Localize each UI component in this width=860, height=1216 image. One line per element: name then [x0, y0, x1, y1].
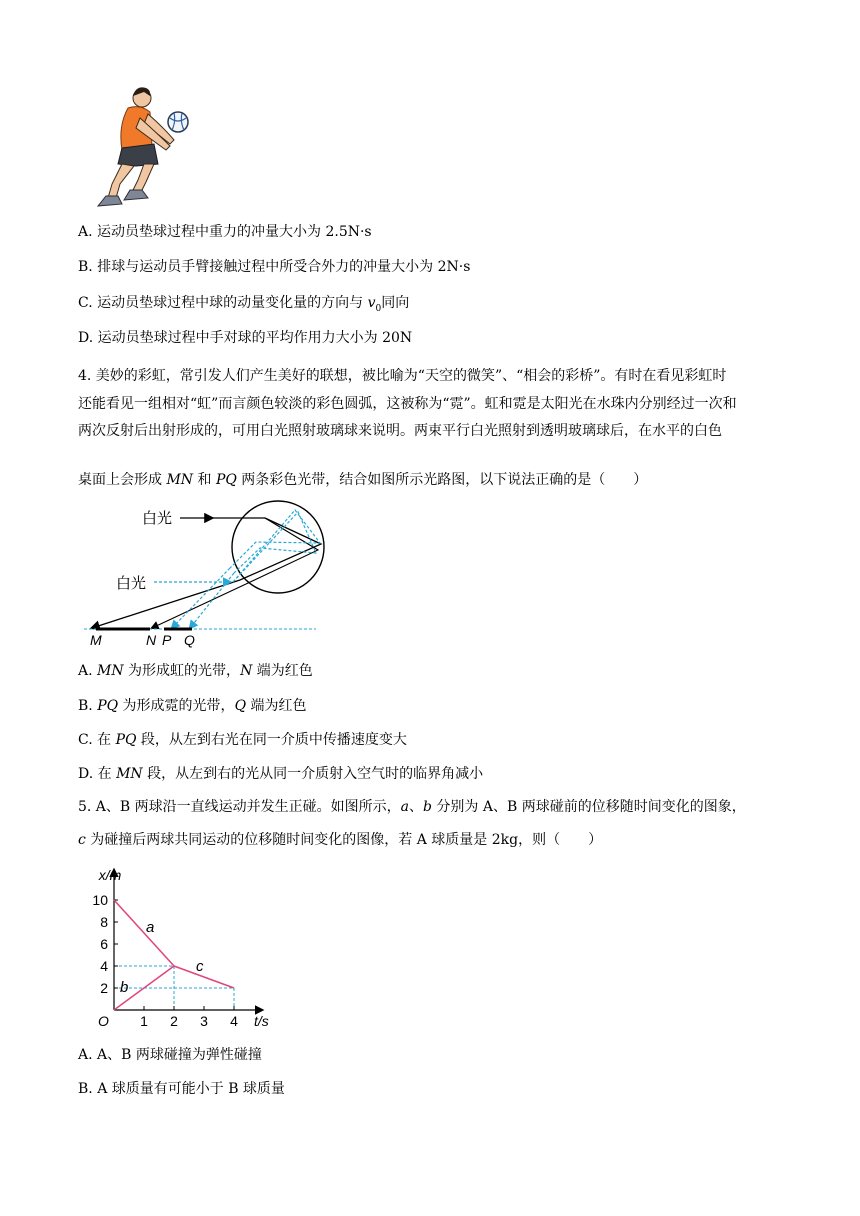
q4-option-c: C. 在 PQ 段，从左到右光在同一介质中传播速度变大 [78, 732, 407, 748]
rainbow-exit-ray-2 [152, 584, 246, 628]
secondary-exit-ray-1 [172, 568, 230, 628]
series-line-c [174, 966, 234, 988]
q4-stem-text-b: 和 [193, 472, 216, 488]
y-tick-label: 8 [100, 914, 108, 930]
rainbow-light-path-figure [80, 498, 330, 650]
y-tick-label: 4 [100, 958, 108, 974]
q4-option-b: B. PQ 为形成霓的光带，Q 端为红色 [78, 698, 307, 714]
series-label-c: c [196, 958, 204, 975]
q3-option-c-text: C. 运动员垫球过程中球的动量变化量的方向与 [78, 295, 368, 311]
q3-option-c-var: v [367, 295, 376, 311]
q4-stem-line-2: 还能看见一组相对“虹”而言颜色较淡的彩色圆弧，这被称为“霓”。虹和霓是太阳光在水珠内分别经过一次和 [78, 396, 737, 412]
rainbow-exit-ray-1 [92, 580, 240, 628]
q3-option-c [78, 293, 409, 319]
y-tick-label: 2 [100, 980, 108, 996]
q5-stem-line-2: c 为碰撞后两球共同运动的位移随时间变化的图像，若 A 球质量是 2kg，则（ ） [78, 832, 603, 848]
point-p-label: P [162, 632, 172, 648]
position-time-graph [78, 862, 278, 1034]
volleyball-player-illustration [78, 80, 198, 210]
series-label-b: b [120, 979, 129, 996]
x-tick-label: 1 [140, 1013, 148, 1029]
origin-label: O [98, 1013, 109, 1029]
x-axis-label: t/s [254, 1013, 269, 1029]
y-tick-label: 6 [100, 936, 108, 952]
white-light-label-1: 白光 [142, 510, 173, 527]
q4-stem-line-1: 4. 美妙的彩虹，常引发人们产生美好的联想，被比喻为“天空的微笑”、“相会的彩桥”。有时在看见彩虹时 [78, 368, 727, 384]
x-tick-label: 4 [230, 1013, 238, 1029]
y-tick-label: 10 [92, 892, 108, 908]
q4-stem-text-c: 两条彩色光带，结合如图所示光路图，以下说法正确的是（ ） [236, 472, 648, 488]
q5-option-b: B. A 球质量有可能小于 B 球质量 [78, 1081, 285, 1097]
q4-option-d: D. 在 MN 段，从左到右的光从同一介质射入空气时的临界角减小 [78, 766, 484, 782]
q3-option-a: A. 运动员垫球过程中重力的冲量大小为 2.5N·s [78, 224, 372, 240]
y-axis-label: x/m [98, 867, 122, 883]
q5-option-a: A. A、B 两球碰撞为弹性碰撞 [78, 1047, 262, 1063]
q3-option-c-suffix: 同向 [381, 295, 410, 311]
q4-stem-line-4 [78, 470, 647, 490]
series-line-a [114, 900, 174, 966]
point-q-label: Q [184, 632, 195, 648]
point-n-label: N [146, 632, 157, 648]
point-m-label: M [90, 632, 102, 648]
q4-stem-text-a: 桌面上会形成 [78, 472, 167, 488]
x-tick-label: 3 [200, 1013, 208, 1029]
q4-option-a: A. MN 为形成虹的光带，N 端为红色 [78, 663, 313, 679]
q4-stem-line-3: 两次反射后出射形成的，可用白光照射玻璃球来说明。两束平行白光照射到透明玻璃球后，在水平的白色 [78, 423, 722, 439]
white-light-label-2: 白光 [116, 575, 147, 592]
secondary-exit-ray-2 [190, 573, 234, 628]
glass-sphere [232, 501, 324, 593]
q4-stem-mn: MN [166, 472, 194, 488]
q3-option-c-sub: 0 [375, 303, 382, 314]
q3-option-b: B. 排球与运动员手臂接触过程中所受合外力的冲量大小为 2N·s [78, 259, 471, 275]
q3-option-d: D. 运动员垫球过程中手对球的平均作用力大小为 20N [78, 330, 413, 346]
x-tick-label: 2 [170, 1013, 178, 1029]
q4-stem-pq: PQ [215, 472, 237, 488]
series-label-a: a [146, 919, 155, 936]
q5-stem-line-1: 5. A、B 两球沿一直线运动并发生正碰。如图所示，a、b 分别为 A、B 两球碰前的位移随时间变化的图象， [78, 799, 746, 815]
